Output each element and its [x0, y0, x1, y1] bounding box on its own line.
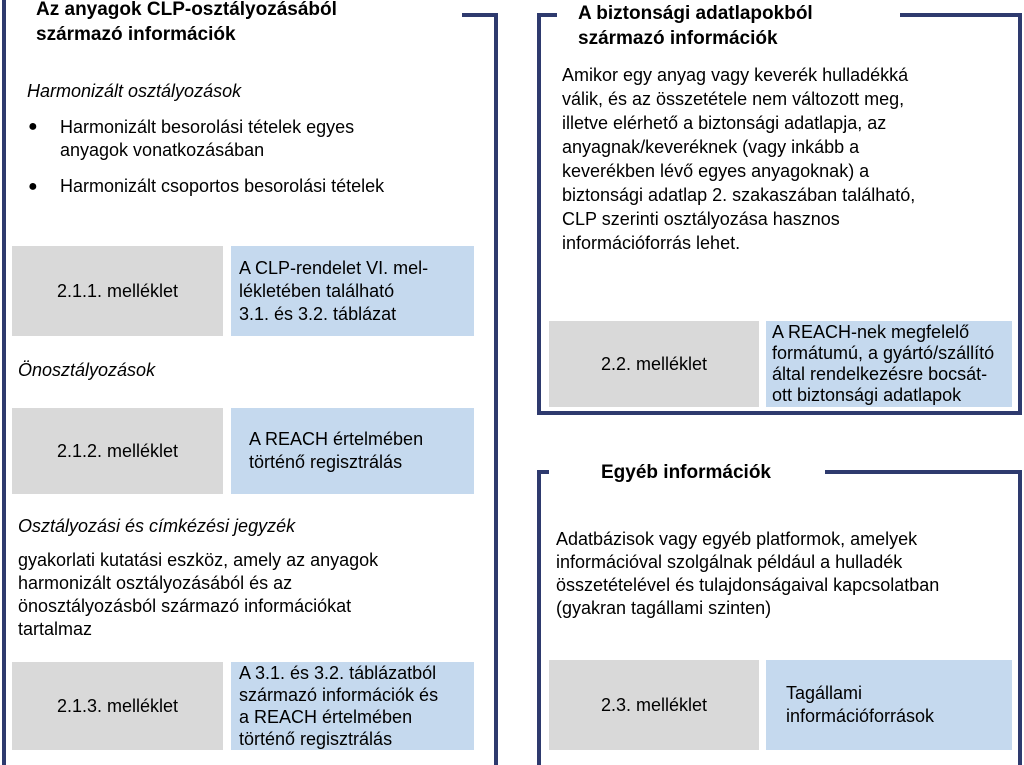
annex-23-box: 2.3. melléklet [549, 660, 759, 750]
annex-22-desc [766, 321, 1012, 407]
panel-sds-body-line2: válik, és az összetétele nem változott meg, [562, 89, 905, 109]
panel-clp-frame-top [462, 13, 498, 17]
panel-sds-title [578, 1, 813, 51]
annex-22-desc-line2: formátumú, a gyártó/szállító [772, 343, 995, 363]
panel-sds-frame-right [1018, 13, 1022, 415]
annex-212-box: 2.1.2. melléklet [12, 408, 223, 494]
annex-22-desc-line1: A REACH-nek megfelelő [772, 322, 970, 342]
panel-clp-title-line2: származó információk [36, 24, 236, 45]
annex-211-desc-line2: lékletében található [239, 280, 395, 301]
annex-212-desc-line2: történő regisztrálás [249, 452, 403, 472]
panel-sds-body-line8: információforrás lehet. [562, 233, 741, 253]
annex-211-desc-line3: 3.1. és 3.2. táblázat [239, 303, 397, 324]
annex-22-desc-line4: ott biztonsági adatlapok [772, 385, 962, 405]
panel-clp-frame-right [494, 13, 498, 765]
panel-other-title: Egyéb információk [601, 462, 771, 483]
inventory-line1: gyakorlati kutatási eszköz, amely az anyagok [18, 550, 379, 570]
annex-212-desc-line1: A REACH értelmében [249, 429, 424, 449]
panel-other-body-line3: összetételével és tulajdonságaival kapcsolatban [556, 575, 940, 595]
annex-213-desc [231, 662, 474, 750]
annex-22-box: 2.2. melléklet [549, 321, 759, 407]
annex-213-desc-line1: A 3.1. és 3.2. táblázatból [239, 663, 437, 683]
panel-other-frame-left [537, 470, 541, 765]
inventory-line4: tartalmaz [18, 619, 93, 639]
panel-sds-title-line2: származó információk [578, 28, 778, 49]
bullet-dot-1: ● [28, 118, 38, 135]
annex-211-desc-line1: A CLP-rendelet VI. mel- [239, 257, 429, 278]
annex-22-desc-line3: által rendelkezésre bocsát- [772, 364, 988, 384]
inventory-description [18, 549, 378, 641]
panel-sds-body-line4: anyagnak/keveréknek (vagy inkább a [562, 137, 860, 157]
harmonised-heading: Harmonizált osztályozások [27, 81, 242, 101]
panel-sds-body-line1: Amikor egy anyag vagy keverék hulladékká [562, 65, 909, 85]
inventory-heading: Osztályozási és címkézési jegyzék [18, 516, 296, 536]
panel-sds-body-line6: biztonsági adatlap 2. szakaszában található, [562, 185, 916, 205]
annex-213-desc-line4: történő regisztrálás [239, 729, 393, 749]
panel-other-body-line1: Adatbázisok vagy egyéb platformok, amelyek [556, 529, 918, 549]
panel-sds-body-line3: illetve elérhető a biztonsági adatlapja, az [562, 113, 887, 133]
bullet-item-1-line1: Harmonizált besorolási tételek egyes [60, 117, 355, 137]
panel-sds-body-line7: CLP szerinti osztályozása hasznos [562, 209, 840, 229]
panel-clp-title-line1: Az anyagok CLP-osztályozásából [36, 0, 337, 20]
panel-other-body [556, 528, 939, 620]
inventory-line3: önosztályozásból származó információkat [18, 596, 352, 616]
panel-sds-body-line5: keverékben lévő egyes anyagoknak) a [562, 161, 870, 181]
panel-other-frame-top-right [825, 470, 1022, 474]
annex-213-box: 2.1.3. melléklet [12, 662, 223, 750]
annex-23-desc-line2: információforrások [786, 706, 935, 726]
panel-sds-body [562, 63, 915, 255]
annex-211-box: 2.1.1. melléklet [12, 246, 223, 336]
inventory-line2: harmonizált osztályozásából és az [18, 573, 293, 593]
annex-213-desc-line2: származó információk és [239, 685, 439, 705]
bullet-dot-2: ● [28, 178, 38, 195]
self-classification-heading: Önosztályozások [18, 360, 156, 380]
bullet-item-1 [60, 116, 354, 162]
panel-sds-frame-top-right [900, 13, 1022, 17]
annex-23-desc [766, 660, 1012, 750]
annex-211-desc [231, 246, 474, 336]
bullet-item-2: Harmonizált csoportos besorolási tételek [60, 176, 385, 196]
panel-sds-title-line1: A biztonsági adatlapokból [578, 3, 813, 24]
panel-sds-frame-bottom [537, 411, 1022, 415]
panel-other-body-line2: információval szolgálnak például a hulladék [556, 552, 903, 572]
panel-sds-frame-left [537, 13, 541, 415]
annex-212-desc [231, 408, 474, 494]
annex-23-desc-line1: Tagállami [786, 683, 863, 703]
panel-other-frame-right [1018, 470, 1022, 765]
panel-other-body-line4: (gyakran tagállami szinten) [556, 598, 772, 618]
annex-213-desc-line3: a REACH értelmében [239, 707, 413, 727]
panel-clp-title [36, 0, 337, 47]
panel-clp-frame-left [2, 0, 6, 765]
bullet-item-1-line2: anyagok vonatkozásában [60, 140, 265, 160]
